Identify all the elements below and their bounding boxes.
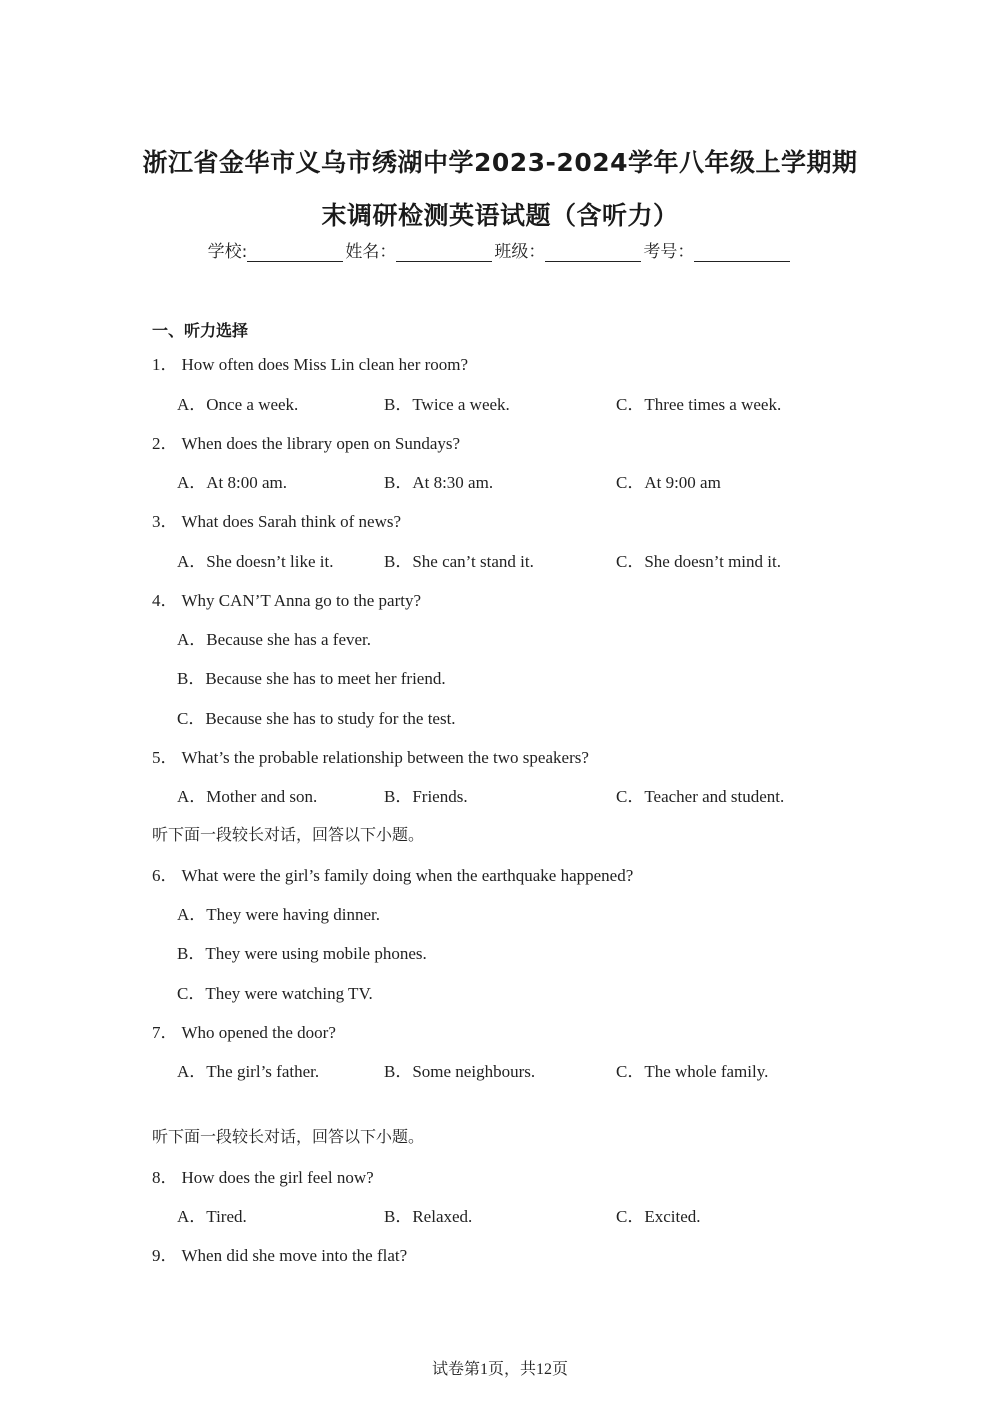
q1-option-c[interactable]: C．Three times a week. — [616, 395, 782, 414]
question-5 — [152, 743, 589, 768]
page-footer: 试卷第1页，共12页 — [431, 1361, 568, 1378]
long-dialogue-instruction-1: 听下面一段较长对话，回答以下小题。 — [152, 825, 425, 844]
question-text: What’s the probable relationship between the two speakers? — [181, 748, 589, 767]
q7-option-b[interactable]: B．Some neighbours. — [384, 1062, 536, 1081]
section-heading-listening: 一、听力选择 — [152, 321, 249, 340]
q3-option-b[interactable]: B．She can’t stand it. — [384, 552, 534, 571]
question-1 — [152, 350, 468, 375]
question-6 — [152, 861, 633, 886]
q6-option-b[interactable]: B．They were using mobile phones. — [177, 944, 427, 963]
question-9 — [152, 1241, 407, 1266]
q8-option-a[interactable]: A．Tired. — [177, 1207, 247, 1226]
name-label: 姓名： — [345, 242, 397, 262]
question-text: When does the library open on Sundays? — [181, 434, 461, 453]
question-3 — [152, 507, 401, 532]
q4-option-a[interactable]: A．Because she has a fever. — [177, 630, 372, 649]
q4-option-b[interactable]: B．Because she has to meet her friend. — [177, 669, 446, 688]
q5-option-a[interactable]: A．Mother and son. — [177, 787, 318, 806]
q4-option-c[interactable]: C．Because she has to study for the test. — [177, 709, 456, 728]
question-number: 6． — [152, 866, 178, 885]
question-number: 1． — [152, 355, 178, 374]
q3-option-c[interactable]: C．She doesn’t mind it. — [616, 552, 781, 571]
q5-option-b[interactable]: B．Friends. — [384, 787, 468, 806]
exam-title-line-2: 末调研检测英语试题（含听力） — [321, 201, 679, 230]
question-text: Why CAN’T Anna go to the party? — [181, 591, 422, 610]
exam-title-line-1: 浙江省金华市义乌市绣湖中学2023-2024学年八年级上学期期 — [142, 148, 858, 177]
question-7 — [152, 1018, 336, 1043]
class-blank[interactable] — [545, 243, 641, 262]
question-text: When did she move into the flat? — [181, 1246, 408, 1265]
q1-option-b[interactable]: B．Twice a week. — [384, 395, 510, 414]
exam-number-label: 考号： — [643, 242, 695, 262]
question-text: What does Sarah think of news? — [181, 512, 402, 531]
q6-option-c[interactable]: C．They were watching TV. — [177, 984, 373, 1003]
question-number: 9． — [152, 1246, 178, 1265]
question-number: 2． — [152, 434, 178, 453]
question-number: 7． — [152, 1023, 178, 1042]
question-text: Who opened the door? — [181, 1023, 336, 1042]
class-label: 班级： — [494, 242, 546, 262]
question-4 — [152, 586, 421, 611]
question-number: 3． — [152, 512, 178, 531]
q6-option-a[interactable]: A．They were having dinner. — [177, 905, 380, 924]
long-dialogue-instruction-2: 听下面一段较长对话，回答以下小题。 — [152, 1127, 425, 1146]
q2-option-c[interactable]: C．At 9:00 am — [616, 473, 721, 492]
question-8 — [152, 1163, 374, 1188]
q1-option-a[interactable]: A．Once a week. — [177, 395, 299, 414]
exam-number-blank[interactable] — [694, 243, 790, 262]
q7-option-a[interactable]: A．The girl’s father. — [177, 1062, 320, 1081]
question-text: How often does Miss Lin clean her room? — [181, 355, 469, 374]
school-label: 学校: — [207, 242, 248, 262]
question-text: What were the girl’s family doing when the earthquake happened? — [181, 866, 634, 885]
q2-option-a[interactable]: A．At 8:00 am. — [177, 473, 288, 492]
question-text: How does the girl feel now? — [181, 1168, 374, 1187]
q3-option-a[interactable]: A．She doesn’t like it. — [177, 552, 334, 571]
q2-option-b[interactable]: B．At 8:30 am. — [384, 473, 494, 492]
name-blank[interactable] — [396, 243, 492, 262]
question-number: 8． — [152, 1168, 178, 1187]
q8-option-c[interactable]: C．Excited. — [616, 1207, 701, 1226]
student-info-line — [0, 237, 1000, 262]
q7-option-c[interactable]: C．The whole family. — [616, 1062, 769, 1081]
q5-option-c[interactable]: C．Teacher and student. — [616, 787, 785, 806]
question-number: 4． — [152, 591, 178, 610]
question-number: 5． — [152, 748, 178, 767]
question-2 — [152, 429, 460, 454]
school-blank[interactable] — [247, 243, 343, 262]
q8-option-b[interactable]: B．Relaxed. — [384, 1207, 473, 1226]
